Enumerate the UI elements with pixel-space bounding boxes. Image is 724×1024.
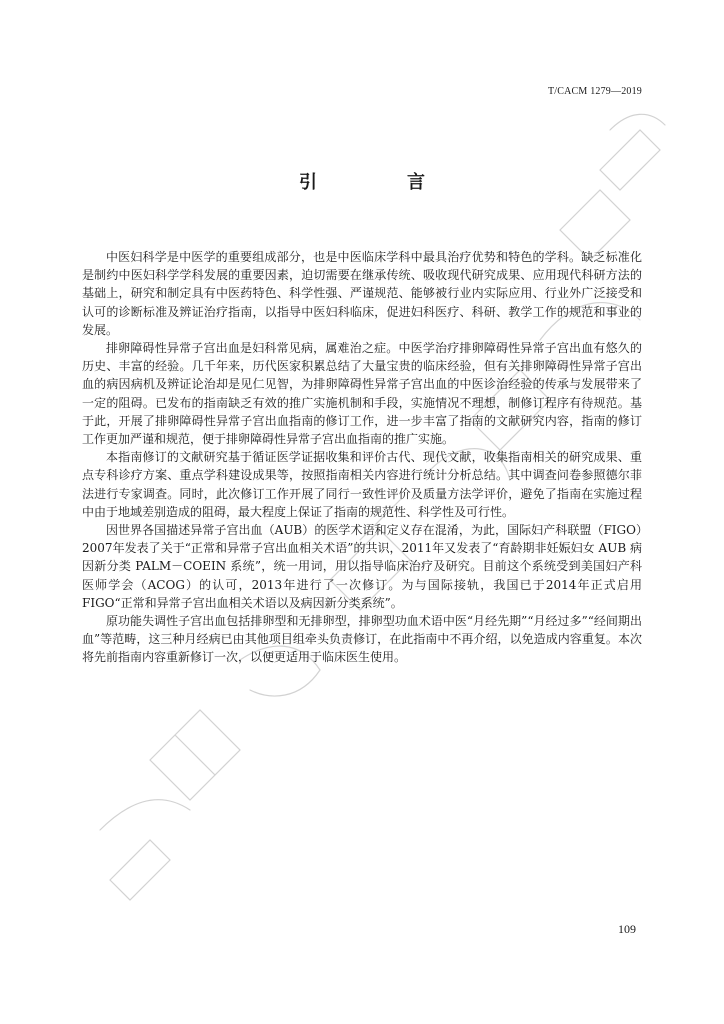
page-number: 109 xyxy=(618,922,636,936)
standard-code: T/CACM 1279—2019 xyxy=(547,86,642,97)
paragraph: 因世界各国描述异常子宫出血（AUB）的医学术语和定义存在混淆，为此，国际妇产科联盟（FIGO）2007年发表了关于“正常和异常子宫出血相关术语”的共识，2011年又发表了“育龄期非妊娠妇女 AUB 病因新分类 PALM－COEIN 系统”，统一用词，用以指导临床治疗及研究。目前这个系统受到美国妇产科医师学会（ACOG）的认可，2013年进行了一次修订。为与国际接轨，我国已于2014年正式启用 FIGO“正常和异常子宫出血相关术语以及病因新分类系统”。 xyxy=(82,523,642,610)
paragraph: 排卵障碍性异常子宫出血是妇科常见病，属难治之症。中医学治疗排卵障碍性异常子宫出血有悠久的历史、丰富的经验。几千年来，历代医家积累总结了大量宝贵的临床经验，但有关排卵障碍性异常子宫出血的病因病机及辨证论治却是见仁见智，为排卵障碍性异常子宫出血的中医诊治经验的传承与发展带来了一定的阻碍。已发布的指南缺乏有效的推广实施机制和手段，实施情况不理想，制修订程序有待规范。基于此，开展了排卵障碍性异常子宫出血指南的修订工作，进一步丰富了指南的文献研究内容，指南的修订工作更加严谨和规范，便于排卵障碍性异常子宫出血指南的推广实施。 xyxy=(82,341,642,447)
paragraph: 本指南修订的文献研究基于循证医学证据收集和评价古代、现代文献，收集指南相关的研究成果、重点专科诊疗方案、重点学科建设成果等，按照指南相关内容进行统计分析总结。其中调查问卷参照德尔菲法进行专家调查。同时，此次修订工作开展了同行一致性评价及质量方法学评价，避免了指南在实施过程中由于地域差别造成的阻碍，最大程度上保证了指南的规范性、科学性及可行性。 xyxy=(82,450,642,519)
body-text xyxy=(82,248,642,667)
page-title: 引 言 xyxy=(299,172,461,193)
paragraph: 原功能失调性子宫出血包括排卵型和无排卵型，排卵型功血术语中医“月经先期”“月经过多”“经间期出血”等范畴，这三种月经病已由其他项目组牵头负责修订，在此指南中不再介绍，以免造成内容重复。本次将先前指南内容重新修订一次，以便更适用于临床医生使用。 xyxy=(82,614,642,665)
paragraph: 中医妇科学是中医学的重要组成部分，也是中医临床学科中最具治疗优势和特色的学科。缺乏标准化是制约中医妇科学学科发展的重要因素，迫切需要在继承传统、吸收现代研究成果、应用现代科研方法的基础上，研究和制定具有中医药特色、科学性强、严谨规范、能够被行业内实际应用、行业外广泛接受和认可的诊断标准及辨证治疗指南，以指导中医妇科临床，促进妇科医疗、科研、教学工作的规范和事业的发展。 xyxy=(82,250,642,337)
